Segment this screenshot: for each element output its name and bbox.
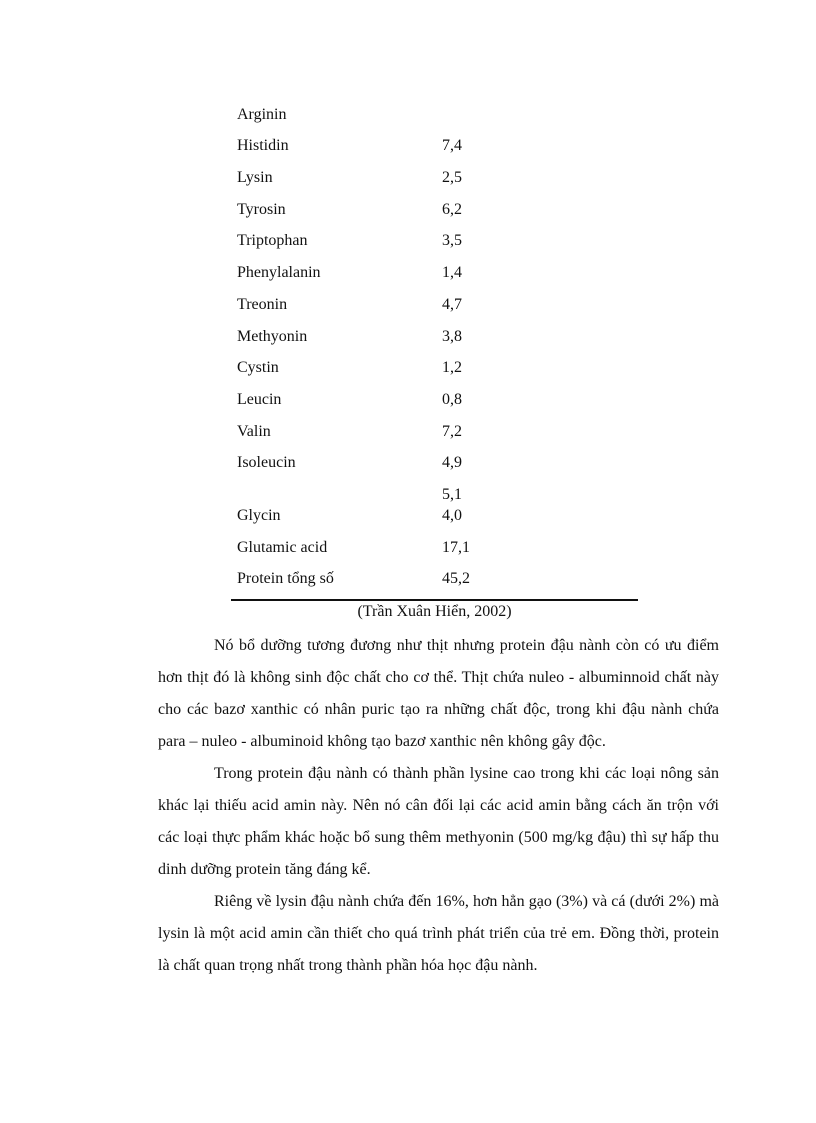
amino-acid-name: Triptophan (237, 232, 308, 249)
amino-acid-value: 4,7 (442, 296, 462, 313)
amino-acid-value: 1,2 (442, 359, 462, 376)
amino-acid-name: Methyonin (237, 328, 308, 345)
amino-acid-value: 1,4 (442, 264, 462, 281)
table-source-citation: (Trần Xuân Hiển, 2002) (357, 603, 512, 620)
amino-acid-value: 4,9 (442, 454, 462, 471)
paragraph: Trong protein đậu nành có thành phần lysine cao trong khi các loại nông sản khác lại thiếu acid amin này. Nên nó cân đối lại các acid amin bằng cách ăn trộn với các loại thực phẩm khác hoặc bổ sung thêm methyonin (500 mg/kg đậu) thì sự hấp thu dinh dưỡng protein tăng đáng kể. (158, 765, 719, 878)
amino-acid-value: 3,5 (442, 232, 462, 249)
paragraph: Nó bổ dưỡng tương đương như thịt nhưng protein đậu nành còn có ưu điểm hơn thịt đó là không sinh độc chất cho cơ thể. Thịt chứa nuleo - albuminnoid chất này cho các bazơ xanthic có nhân puric tạo ra những chất độc, trong khi đậu nành chứa para – nuleo - albuminoid không tạo bazơ xanthic nên không gây độc. (158, 637, 719, 750)
amino-acid-value: 3,8 (442, 328, 462, 345)
amino-acid-value: 17,1 (442, 539, 470, 556)
amino-acid-name: Tyrosin (237, 201, 286, 218)
amino-acid-name: Arginin (237, 106, 287, 123)
amino-acid-value: 0,8 (442, 391, 462, 408)
amino-acid-value: 4,0 (442, 507, 462, 524)
amino-acid-value: 5,1 (442, 486, 462, 503)
amino-acid-name: Isoleucin (237, 454, 296, 471)
amino-acid-name: Cystin (237, 359, 279, 376)
amino-acid-value: 6,2 (442, 201, 462, 218)
amino-acid-name: Protein tổng số (237, 570, 334, 587)
amino-acid-name: Leucin (237, 391, 282, 408)
body-text (158, 630, 719, 982)
amino-acid-name: Glycin (237, 507, 281, 524)
table-bottom-rule (231, 599, 638, 601)
amino-acid-name: Treonin (237, 296, 288, 313)
amino-acid-value: 45,2 (442, 570, 470, 587)
paragraph: Riêng về lysin đậu nành chứa đến 16%, hơn hẳn gạo (3%) và cá (dưới 2%) mà lysin là một acid amin cần thiết cho quá trình phát triển của trẻ em. Đồng thời, protein là chất quan trọng nhất trong thành phần hóa học đậu nành. (158, 893, 719, 974)
amino-acid-name: Phenylalanin (237, 264, 321, 281)
amino-acid-value: 7,2 (442, 423, 462, 440)
amino-acid-value: 2,5 (442, 169, 462, 186)
amino-acid-name: Lysin (237, 169, 273, 186)
amino-acid-name: Histidin (237, 137, 289, 154)
amino-acid-value: 7,4 (442, 137, 462, 154)
amino-acid-name: Glutamic acid (237, 539, 328, 556)
amino-acid-name: Valin (237, 423, 271, 440)
